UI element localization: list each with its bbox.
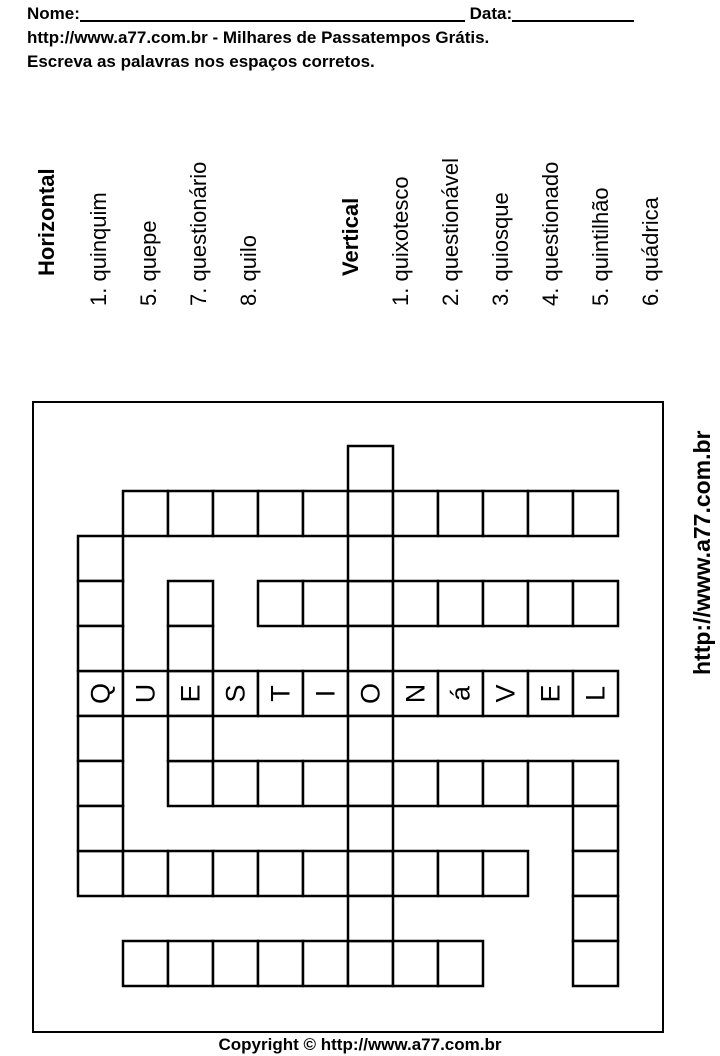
crossword-cell[interactable] bbox=[78, 581, 123, 626]
copyright: Copyright © http://www.a77.com.br bbox=[218, 1035, 502, 1054]
crossword-cell[interactable] bbox=[483, 581, 528, 626]
crossword-cell[interactable] bbox=[393, 941, 438, 986]
crossword-letter: T bbox=[265, 685, 296, 702]
crossword-cell[interactable] bbox=[168, 761, 213, 806]
crossword-cell[interactable] bbox=[438, 491, 483, 536]
horizontal-clue: 8. quilo bbox=[236, 235, 261, 306]
crossword-cell[interactable] bbox=[438, 581, 483, 626]
vertical-clue: 2. questionável bbox=[438, 158, 463, 306]
horizontal-clue: 7. questionário bbox=[186, 161, 211, 306]
crossword-cell[interactable] bbox=[213, 941, 258, 986]
crossword-cell[interactable] bbox=[573, 896, 618, 941]
crossword-cell[interactable] bbox=[483, 761, 528, 806]
crossword-cell[interactable] bbox=[303, 491, 348, 536]
crossword-cell[interactable] bbox=[528, 761, 573, 806]
crossword-cell[interactable] bbox=[348, 716, 393, 761]
crossword-letter: E bbox=[535, 684, 566, 703]
crossword-cell[interactable] bbox=[348, 581, 393, 626]
crossword-cell[interactable] bbox=[438, 941, 483, 986]
crossword-cell[interactable] bbox=[213, 851, 258, 896]
crossword-cell[interactable] bbox=[348, 896, 393, 941]
crossword-cell[interactable] bbox=[348, 806, 393, 851]
crossword-cell[interactable] bbox=[258, 941, 303, 986]
crossword-cell[interactable] bbox=[168, 491, 213, 536]
crossword-cell[interactable] bbox=[168, 851, 213, 896]
crossword-letter: E bbox=[175, 684, 206, 703]
crossword-cell[interactable] bbox=[438, 851, 483, 896]
vertical-clue: 4. questionado bbox=[538, 161, 563, 306]
crossword-cell[interactable] bbox=[573, 806, 618, 851]
crossword-cell[interactable] bbox=[348, 446, 393, 491]
crossword-cell[interactable] bbox=[348, 761, 393, 806]
crossword-cell[interactable] bbox=[438, 761, 483, 806]
crossword-letter: L bbox=[580, 685, 611, 702]
crossword-cell[interactable] bbox=[483, 491, 528, 536]
crossword-cell[interactable] bbox=[168, 626, 213, 671]
crossword-cell[interactable] bbox=[573, 581, 618, 626]
crossword-cell[interactable] bbox=[393, 581, 438, 626]
crossword-cell[interactable] bbox=[348, 491, 393, 536]
crossword-cell[interactable] bbox=[78, 536, 123, 581]
crossword-cell[interactable] bbox=[348, 851, 393, 896]
crossword-cell[interactable] bbox=[303, 581, 348, 626]
crossword-cell[interactable] bbox=[213, 761, 258, 806]
crossword-cell[interactable] bbox=[393, 761, 438, 806]
site-line: http://www.a77.com.br - Milhares de Passatempos Grátis. bbox=[27, 28, 490, 47]
crossword-cell[interactable] bbox=[483, 851, 528, 896]
crossword-cell[interactable] bbox=[303, 851, 348, 896]
vertical-clue: 1. quixotesco bbox=[388, 176, 413, 306]
crossword-cell[interactable] bbox=[213, 491, 258, 536]
crossword-cell[interactable] bbox=[78, 851, 123, 896]
crossword-cell[interactable] bbox=[78, 626, 123, 671]
crossword-cell[interactable] bbox=[168, 716, 213, 761]
crossword-cell[interactable] bbox=[123, 851, 168, 896]
crossword-letter: S bbox=[220, 684, 251, 703]
horizontal-clue: 1. quinquim bbox=[86, 192, 111, 306]
vertical-clue: 5. quintilhão bbox=[588, 187, 613, 306]
crossword-cell[interactable] bbox=[573, 941, 618, 986]
vertical-clue: 3. quiosque bbox=[488, 192, 513, 306]
instruction: Escreva as palavras nos espaços corretos. bbox=[27, 52, 375, 71]
crossword-cell[interactable] bbox=[393, 851, 438, 896]
crossword-letter: I bbox=[310, 689, 341, 698]
crossword-cell[interactable] bbox=[303, 761, 348, 806]
crossword-letter: Q bbox=[85, 682, 116, 705]
crossword-cell[interactable] bbox=[573, 851, 618, 896]
crossword-cell[interactable] bbox=[123, 941, 168, 986]
crossword-cell[interactable] bbox=[258, 851, 303, 896]
date-label: Data: bbox=[469, 4, 513, 23]
crossword-cell[interactable] bbox=[348, 626, 393, 671]
crossword-cell[interactable] bbox=[78, 716, 123, 761]
crossword-cell[interactable] bbox=[573, 491, 618, 536]
crossword-cell[interactable] bbox=[168, 941, 213, 986]
crossword-cell[interactable] bbox=[258, 761, 303, 806]
name-label: Nome: bbox=[27, 4, 80, 23]
crossword-cell[interactable] bbox=[573, 761, 618, 806]
crossword-cell[interactable] bbox=[528, 581, 573, 626]
crossword-cell[interactable] bbox=[303, 941, 348, 986]
horizontal-clue: 5. quepe bbox=[136, 220, 161, 306]
crossword-cell[interactable] bbox=[348, 941, 393, 986]
vertical-title: Vertical bbox=[338, 197, 363, 276]
crossword-letter: á bbox=[445, 685, 476, 702]
side-url: http://www.a77.com.br bbox=[689, 430, 715, 675]
crossword-cell[interactable] bbox=[78, 761, 123, 806]
crossword-cell[interactable] bbox=[78, 806, 123, 851]
crossword-letter: N bbox=[400, 683, 431, 704]
crossword-cell[interactable] bbox=[393, 491, 438, 536]
crossword-cell[interactable] bbox=[123, 491, 168, 536]
horizontal-title: Horizontal bbox=[34, 168, 59, 276]
vertical-clue: 6. quádrica bbox=[638, 197, 663, 306]
crossword-letter: O bbox=[355, 682, 386, 705]
crossword-letter: U bbox=[130, 683, 161, 704]
crossword-cell[interactable] bbox=[168, 581, 213, 626]
crossword-cell[interactable] bbox=[258, 581, 303, 626]
crossword-cell[interactable] bbox=[348, 536, 393, 581]
crossword-letter: V bbox=[490, 684, 521, 703]
crossword-cell[interactable] bbox=[528, 491, 573, 536]
crossword-cell[interactable] bbox=[258, 491, 303, 536]
